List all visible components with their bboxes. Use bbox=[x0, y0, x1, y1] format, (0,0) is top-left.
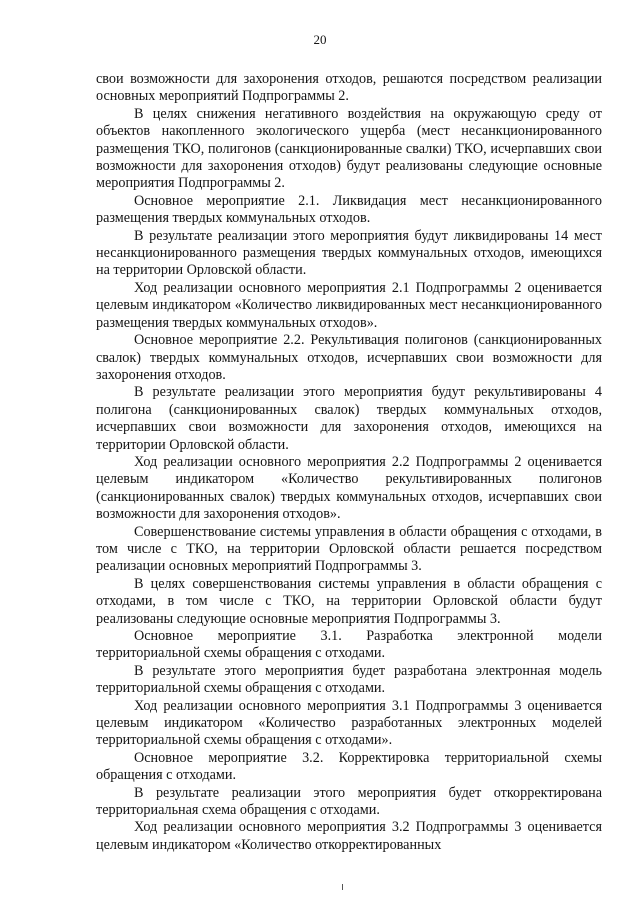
paragraph: В результате реализации этого мероприятия будут ликвидированы 14 мест несанкционированного размещения твердых коммунальных отходов, имеющихся на территории Орловской области. bbox=[96, 227, 602, 279]
scan-mark bbox=[342, 884, 343, 890]
paragraph: В результате реализации этого мероприятия будет откорректирована территориальная схема обращения с отходами. bbox=[96, 784, 602, 819]
paragraph: В результате реализации этого мероприятия будут рекультивированы 4 полигона (санкционированных свалок) твердых коммунальных отходов, исчерпавших свои возможности для захоронения отходов, имеющихся на территории Орловской области. bbox=[96, 384, 602, 453]
paragraph: В целях совершенствования системы управления в области обращения с отходами, в том числе с ТКО, на территории Орловской области будут реализованы следующие основные мероприятия Подпрограммы 3. bbox=[96, 575, 602, 627]
paragraph: Ход реализации основного мероприятия 2.2 Подпрограммы 2 оценивается целевым индикатором «Количество рекультивированных полигонов (санкционированных свалок) твердых коммунальных отходов, исчерпавших свои возможности для захоронения отходов». bbox=[96, 453, 602, 523]
paragraph: Ход реализации основного мероприятия 2.1 Подпрограммы 2 оценивается целевым индикатором «Количество ликвидированных мест несанкционированного размещения твердых коммунальных отходов». bbox=[96, 279, 602, 331]
paragraph: Основное мероприятие 2.1. Ликвидация мест несанкционированного размещения твердых коммунальных отходов. bbox=[96, 192, 602, 227]
paragraph: свои возможности для захоронения отходов, решаются посредством реализации основных мероприятий Подпрограммы 2. bbox=[96, 71, 602, 105]
paragraph: Основное мероприятие 2.2. Рекультивация полигонов (санкционированных свалок) твердых коммунальных отходов, исчерпавших свои возможности для захоронения отходов. bbox=[96, 332, 602, 383]
paragraph: Основное мероприятие 3.1. Разработка электронной модели территориальной схемы обращения с отходами. bbox=[96, 628, 602, 662]
paragraph: Ход реализации основного мероприятия 3.1 Подпрограммы 3 оценивается целевым индикатором «Количество разработанных электронных моделей территориальной схемы обращения с отходами». bbox=[96, 697, 602, 749]
paragraph: В результате этого мероприятия будет разработана электронная модель территориальной схемы обращения с отходами. bbox=[96, 662, 602, 697]
paragraph: Совершенствование системы управления в области обращения с отходами, в том числе с ТКО, на территории Орловской области решается посредством реализации основных мероприятий Подпрограммы 3. bbox=[96, 523, 602, 575]
paragraph: В целях снижения негативного воздействия на окружающую среду от объектов накопленного экологического ущерба (мест несанкционированного размещения ТКО, полигонов (санкционированные свалки) ТКО, исчерпавших свои возможности для захоронения отходов) будут реализованы следующие основные мероприятия Подпрограммы 2. bbox=[96, 105, 602, 192]
page-number: 20 bbox=[313, 32, 327, 47]
document-body bbox=[96, 71, 602, 854]
paragraph: Ход реализации основного мероприятия 3.2 Подпрограммы 3 оценивается целевым индикатором «Количество откорректированных bbox=[96, 819, 602, 853]
paragraph: Основное мероприятие 3.2. Корректировка территориальной схемы обращения с отходами. bbox=[96, 749, 602, 784]
